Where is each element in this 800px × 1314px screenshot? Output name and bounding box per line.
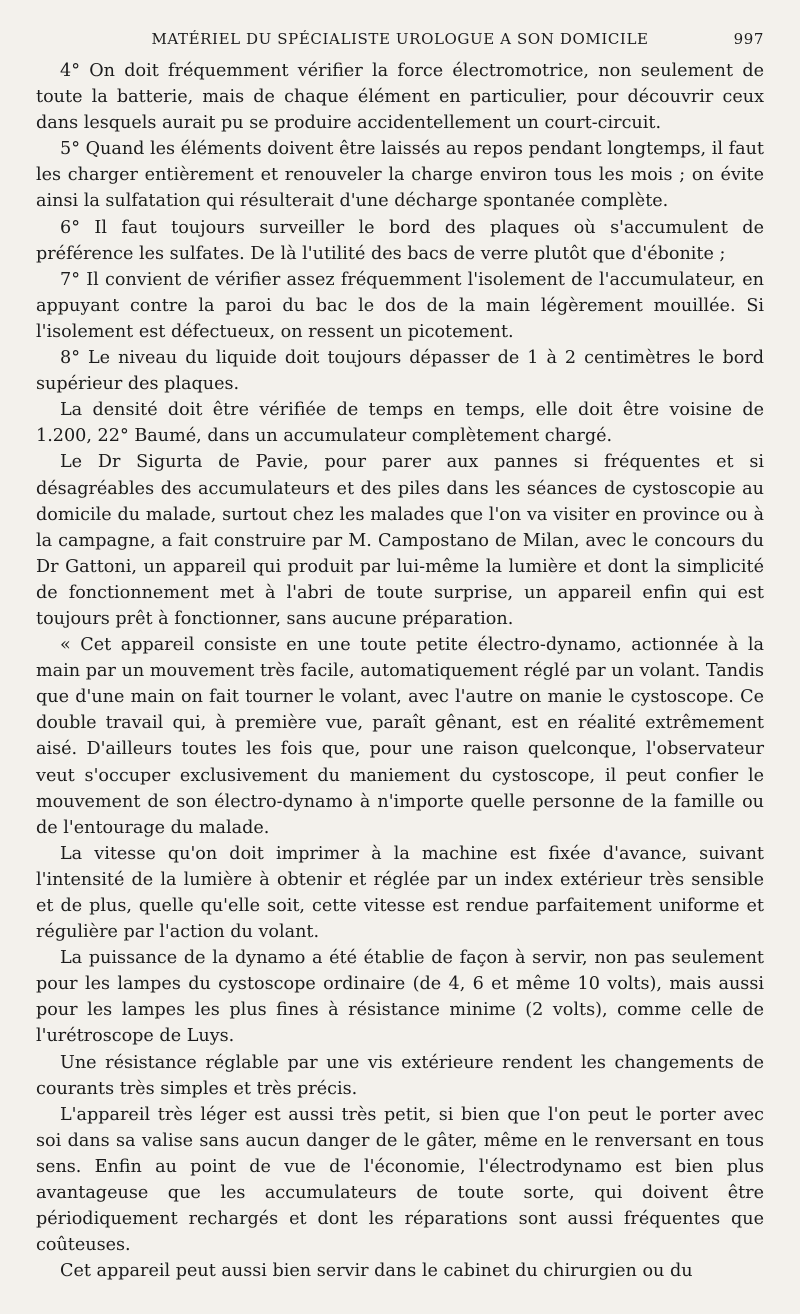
paragraph: 6° Il faut toujours surveiller le bord des plaques où s'accumulent de préférence les sulfates. De là l'utilité des bacs de verre plutôt que d'ébonite ; — [36, 217, 764, 264]
running-title: MATÉRIEL DU SPÉCIALISTE UROLOGUE A SON DOMICILE — [151, 30, 649, 48]
paragraph: La densité doit être vérifiée de temps en temps, elle doit être voisine de 1.200, 22° Baumé, dans un accumulateur complètement chargé. — [36, 400, 764, 447]
paragraph: 4° On doit fréquemment vérifier la force électromotrice, non seulement de toute la batterie, mais de chaque élément en particulier, pour découvrir ceux dans lesquels aurait pu se produire accidentellement un court-circuit. — [36, 61, 764, 134]
paragraph: Une résistance réglable par une vis extérieure rendent les changements de courants très simples et très précis. — [36, 1052, 764, 1099]
paragraph: L'appareil très léger est aussi très petit, si bien que l'on peut le porter avec soi dans sa valise sans aucun danger de le gâter, même en le renversant en tous sens. Enfin au point de vue de l'économie, l'électrodynamo est bien plus avantageuse que les accumulateurs de toute sorte, qui doivent être périodiquement rechargés et dont les réparations sont aussi fréquentes que coûteuses. — [36, 1104, 764, 1256]
paragraph: 8° Le niveau du liquide doit toujours dépasser de 1 à 2 centimètres le bord supérieur des plaques. — [36, 348, 764, 395]
running-head — [36, 30, 764, 58]
paragraph: 7° Il convient de vérifier assez fréquemment l'isolement de l'accumulateur, en appuyant contre la paroi du bac le dos de la main légèrement mouillée. Si l'isolement est défectueux, on ressent un picotement. — [36, 269, 764, 342]
paragraph: La vitesse qu'on doit imprimer à la machine est fixée d'avance, suivant l'intensité de la lumière à obtenir et réglée par un index extérieur très sensible et de plus, quelle qu'elle soit, cette vitesse est rendue parfaitement uniforme et régulière par l'action du volant. — [36, 843, 764, 943]
body-text — [36, 58, 764, 1284]
paragraph: Cet appareil peut aussi bien servir dans le cabinet du chirurgien ou du — [60, 1261, 693, 1282]
paragraph: 5° Quand les éléments doivent être laissés au repos pendant longtemps, il faut les charger entièrement et renouveler la charge environ tous les mois ; on évite ainsi la sulfatation qui résulterait d'une décharge spontanée complète. — [36, 139, 764, 212]
paragraph: « Cet appareil consiste en une toute petite électro-dynamo, actionnée à la main par un mouvement très facile, automatiquement réglé par un volant. Tandis que d'une main on fait tourner le volant, avec l'autre on manie le cystoscope. Ce double travail qui, à première vue, paraît gênant, est en réalité extrêmement aisé. D'ailleurs toutes les fois que, pour une raison quelconque, l'observateur veut s'occuper exclusivement du maniement du cystoscope, il peut confier le mouvement de son électro-dynamo à n'importe quelle personne de la famille ou de l'entourage du malade. — [36, 635, 764, 838]
paragraph: Le Dr Sigurta de Pavie, pour parer aux pannes si fréquentes et si désagréables des accumulateurs et des piles dans les séances de cystoscopie au domicile du malade, surtout chez les malades que l'on va visiter en province ou à la campagne, a fait construire par M. Campostano de Milan, avec le concours du Dr Gattoni, un appareil qui produit par lui-même la lumière et dont la simplicité de fonctionnement met à l'abri de toute surprise, un appareil enfin qui est toujours prêt à fonctionner, sans aucune préparation. — [36, 452, 764, 629]
page-number: 997 — [733, 30, 764, 48]
paragraph: La puissance de la dynamo a été établie de façon à servir, non pas seulement pour les lampes du cystoscope ordinaire (de 4, 6 et même 10 volts), mais aussi pour les lampes les plus fines à résistance minime (2 volts), comme celle de l'urétroscope de Luys. — [36, 948, 764, 1047]
